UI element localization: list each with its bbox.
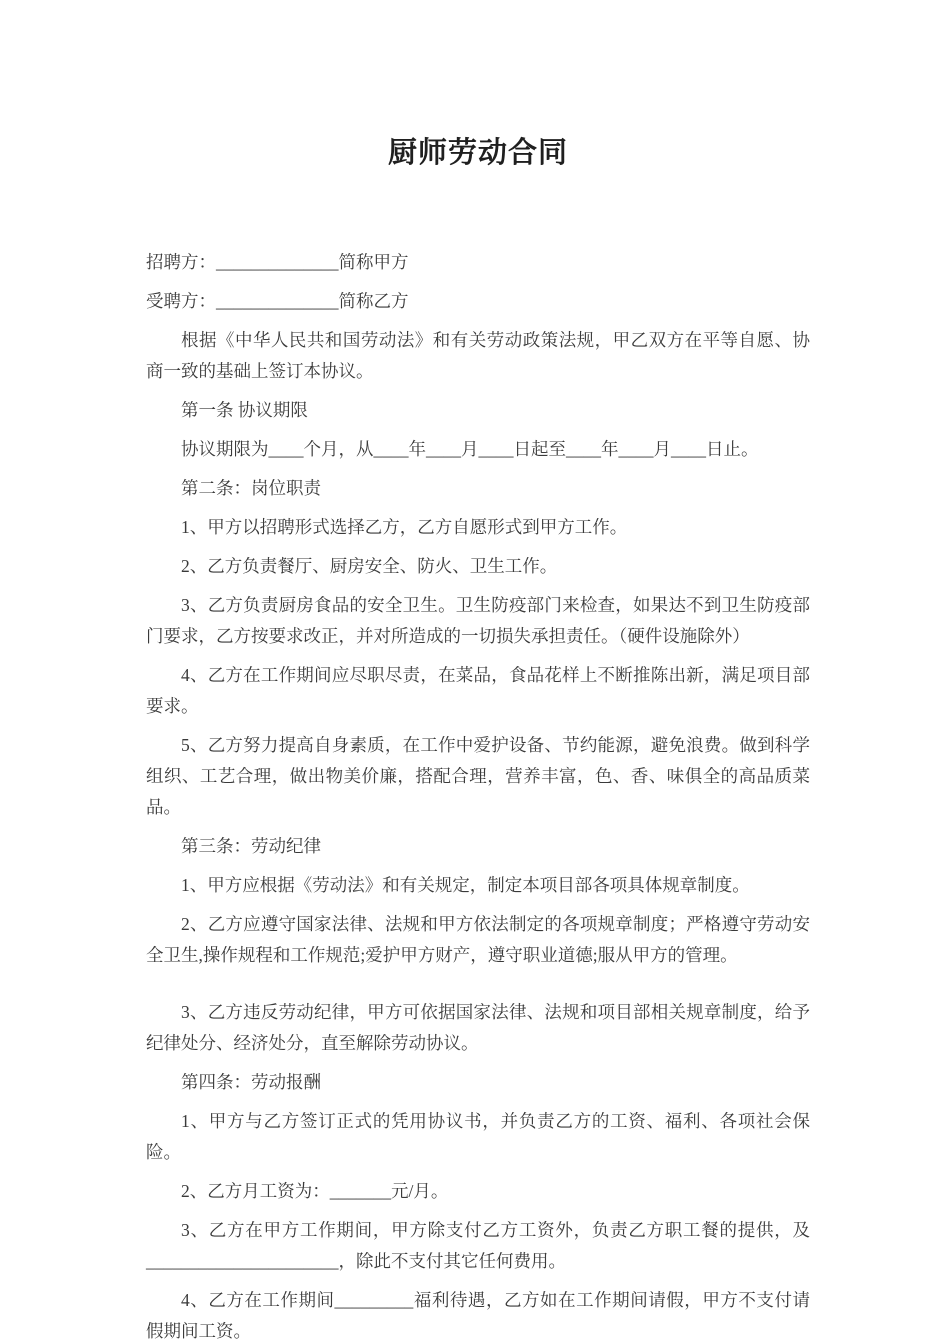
section-3-heading: 第三条：劳动纪律 [181, 836, 321, 856]
section-3-item-1: 1、甲方应根据《劳动法》和有关规定，制定本项目部各项具体规章制度。 [181, 875, 750, 895]
party-b-line: 受聘方：______________简称乙方 [146, 291, 409, 311]
section-2-item-5: 5、乙方努力提高自身素质，在工作中爱护设备、节约能源，避免浪费。做到科学组织、工艺合理，做出物美价廉，搭配合理，营养丰富，色、香、味俱全的高品质菜品。 [146, 735, 810, 817]
section-2-item-1: 1、甲方以招聘形式选择乙方，乙方自愿形式到甲方工作。 [181, 517, 628, 537]
document-title: 厨师劳动合同 [387, 137, 568, 169]
section-2-item-4: 4、乙方在工作期间应尽职尽责，在菜品，食品花样上不断推陈出新，满足项目部要求。 [146, 665, 810, 716]
section-4-item-1: 1、甲方与乙方签订正式的凭用协议书，并负责乙方的工资、福利、各项社会保险。 [146, 1111, 810, 1162]
section-2-heading: 第二条：岗位职责 [181, 478, 321, 498]
document-body [146, 247, 810, 1344]
party-a-line: 招聘方：______________简称甲方 [146, 252, 409, 272]
section-4-item-3: 3、乙方在甲方工作期间，甲方除支付乙方工资外，负责乙方职工餐的提供，及______________________，除此不支付其它任何费用。 [146, 1220, 810, 1271]
section-4-heading: 第四条：劳动报酬 [181, 1072, 321, 1092]
section-3-item-2: 2、乙方应遵守国家法律、法规和甲方依法制定的各项规章制度；严格遵守劳动安全卫生,操作规程和工作规范;爱护甲方财产，遵守职业道德;服从甲方的管理。 [146, 914, 810, 965]
section-4-item-2: 2、乙方月工资为：_______元/月。 [181, 1181, 449, 1201]
section-1-term-line: 协议期限为____个月，从____年____月____日起至____年____月____日止。 [181, 439, 759, 459]
section-4-item-4: 4、乙方在工作期间_________福利待遇，乙方如在工作期间请假，甲方不支付请假期间工资。 [146, 1290, 810, 1341]
section-1-heading: 第一条 协议期限 [181, 400, 308, 420]
section-2-item-3: 3、乙方负责厨房食品的安全卫生。卫生防疫部门来检查，如果达不到卫生防疫部门要求，乙方按要求改正，并对所造成的一切损失承担责任。（硬件设施除外） [146, 595, 810, 646]
section-3-item-3: 3、乙方违反劳动纪律，甲方可依据国家法律、法规和项目部相关规章制度，给予纪律处分、经济处分，直至解除劳动协议。 [146, 1002, 810, 1053]
preamble-paragraph: 根据《中华人民共和国劳动法》和有关劳动政策法规，甲乙双方在平等自愿、协商一致的基础上签订本协议。 [146, 330, 810, 381]
section-2-item-2: 2、乙方负责餐厅、厨房安全、防火、卫生工作。 [181, 556, 558, 576]
